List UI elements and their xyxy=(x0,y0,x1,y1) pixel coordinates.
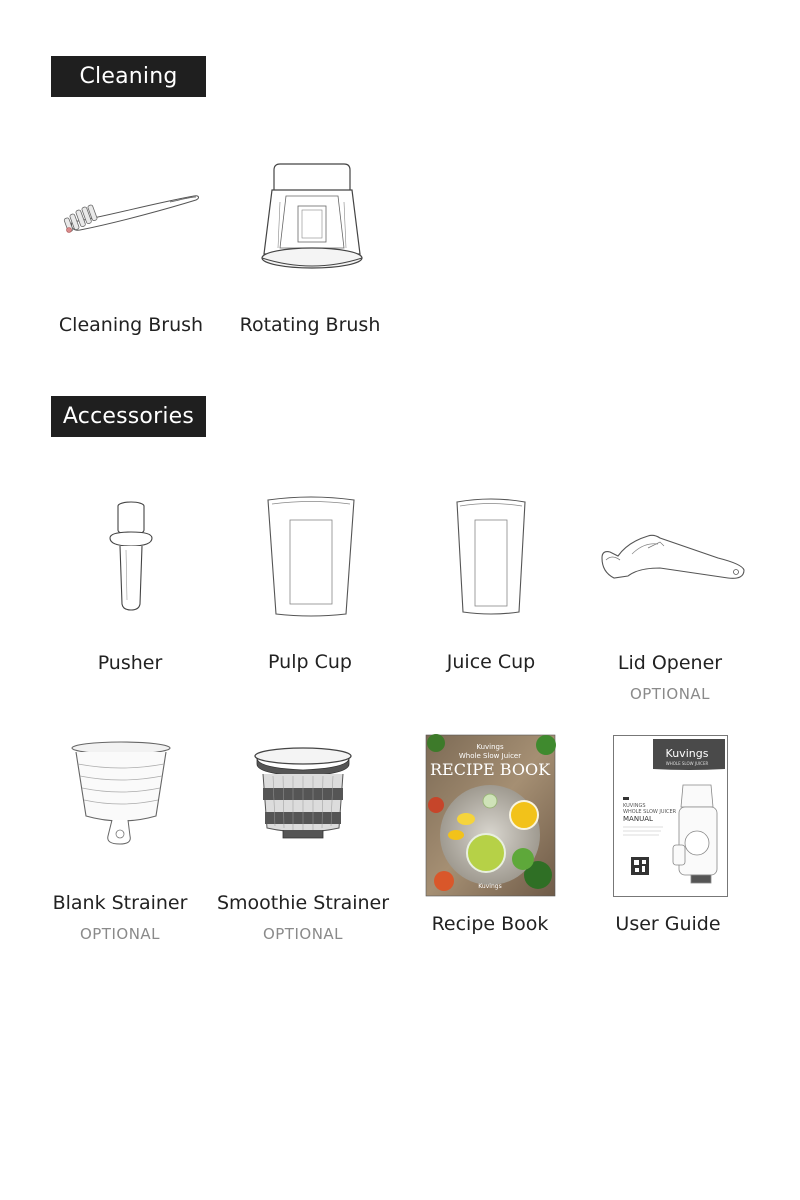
lid-opener-icon xyxy=(598,528,746,584)
cover-brand: Kuvings xyxy=(476,743,504,751)
cover-footer-brand: Kuvings xyxy=(478,883,502,890)
juice-cup-icon xyxy=(455,496,527,616)
section-heading-accessories: Accessories xyxy=(51,396,206,437)
user-guide-image xyxy=(613,735,728,897)
item-label: Lid Opener xyxy=(617,652,723,674)
guide-tagline: WHOLE SLOW JUICER xyxy=(665,761,709,766)
rotating-brush-icon xyxy=(258,162,366,272)
smoothie-strainer-icon xyxy=(253,746,353,842)
optional-note: OPTIONAL xyxy=(79,925,161,943)
recipe-book-image xyxy=(426,735,555,896)
cover-title: RECIPE BOOK xyxy=(429,760,551,779)
guide-brand: Kuvings xyxy=(665,747,709,760)
item-label: Blank Strainer xyxy=(52,892,188,914)
pusher-icon xyxy=(106,500,156,614)
item-label: Juice Cup xyxy=(446,651,536,673)
cleaning-brush-icon xyxy=(60,188,202,240)
optional-note: OPTIONAL xyxy=(262,925,344,943)
item-label: Cleaning Brush xyxy=(58,314,204,336)
guide-line1: KUVINGS xyxy=(623,803,646,809)
item-label: Smoothie Strainer xyxy=(216,892,390,914)
blank-strainer-icon xyxy=(70,740,172,850)
pulp-cup-icon xyxy=(266,494,356,618)
item-label: Rotating Brush xyxy=(239,314,381,336)
section-heading-cleaning: Cleaning xyxy=(51,56,206,97)
cover-subtitle: Whole Slow Juicer xyxy=(458,752,522,760)
item-label: Recipe Book xyxy=(431,913,549,935)
item-label: User Guide xyxy=(615,913,721,935)
guide-title: MANUAL xyxy=(623,815,653,823)
item-label: Pulp Cup xyxy=(268,651,352,673)
guide-line2: WHOLE SLOW JUICER xyxy=(623,809,677,815)
optional-note: OPTIONAL xyxy=(629,685,711,703)
item-label: Pusher xyxy=(97,652,163,674)
